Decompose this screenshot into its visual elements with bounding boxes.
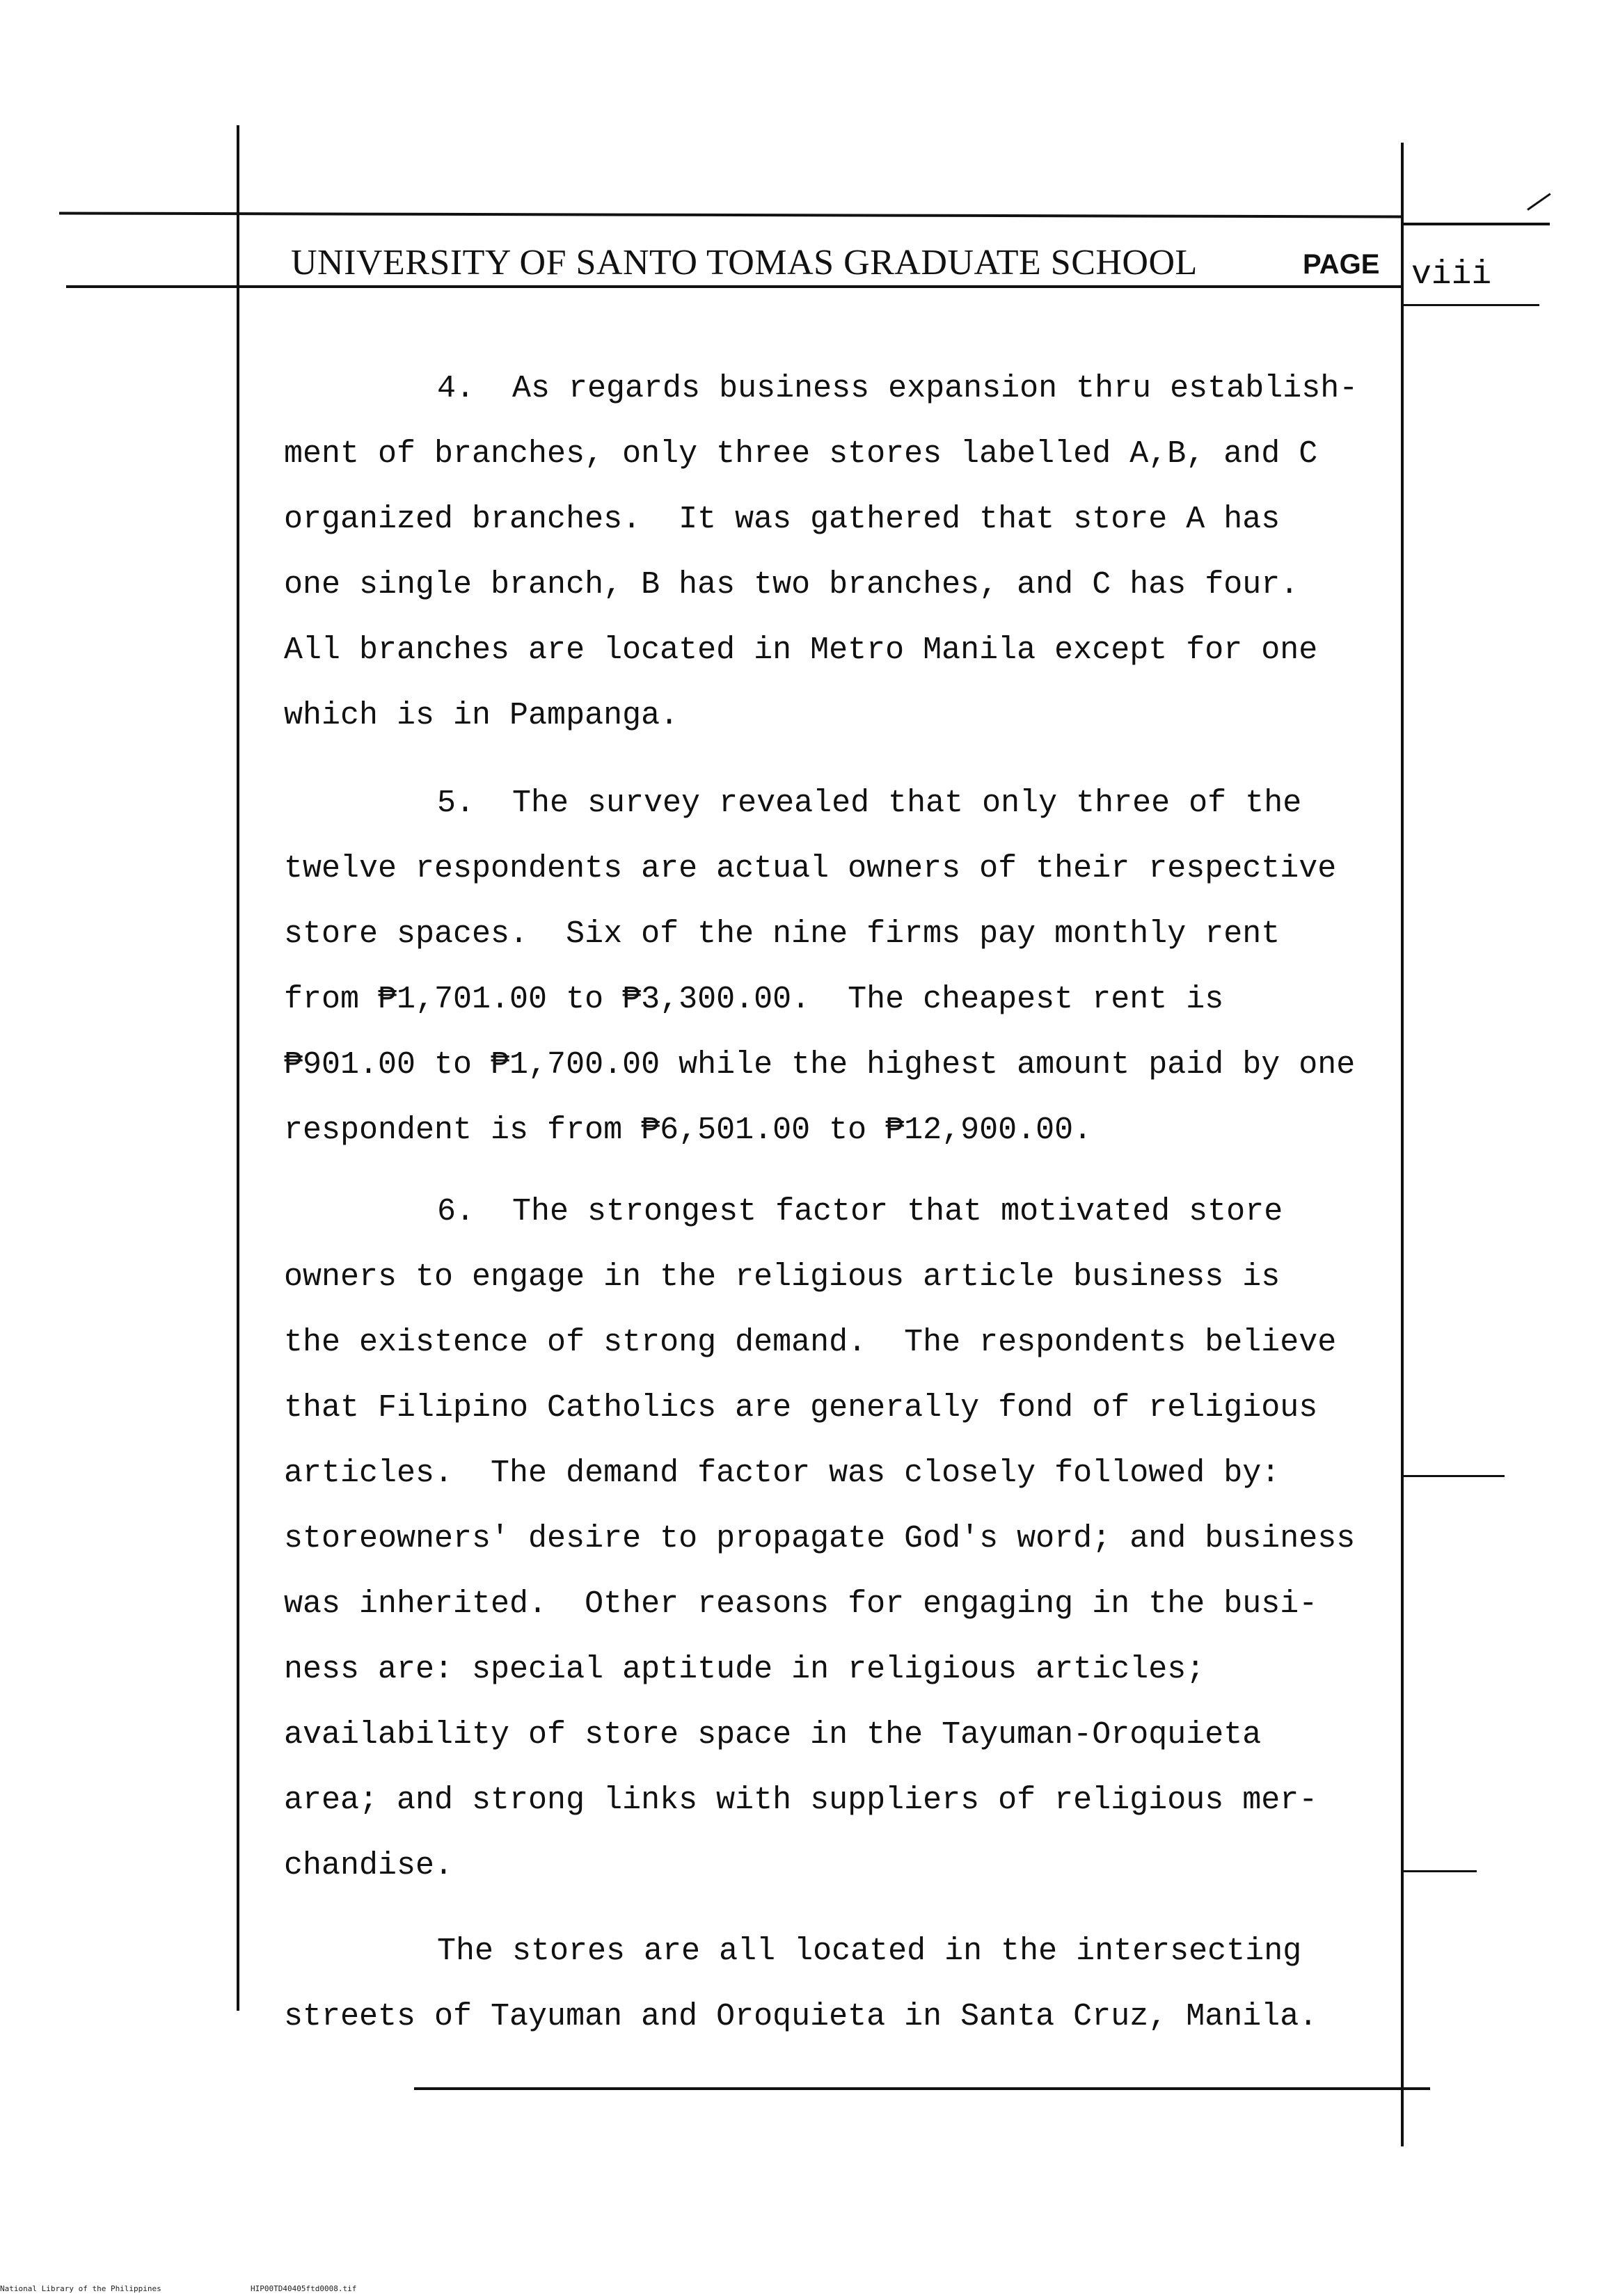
- margin-tick-mark: [1404, 1475, 1505, 1477]
- text-line: streets of Tayuman and Oroquieta in Santa Cruz, Manila.: [284, 1999, 1318, 2034]
- text-line: ment of branches, only three stores labelled A,B, and C: [284, 436, 1318, 472]
- text-line: area; and strong links with suppliers of religious mer-: [284, 1783, 1318, 1818]
- header-bottom-rule-right: [1404, 304, 1539, 306]
- page-number: viii: [1411, 256, 1492, 294]
- text-line: the existence of strong demand. The respondents believe: [284, 1325, 1337, 1360]
- page-label: PAGE: [1303, 249, 1380, 280]
- header-top-rule-tick: [1527, 193, 1550, 210]
- text-line: was inherited. Other reasons for engaging in the busi-: [284, 1586, 1318, 1622]
- header-top-rule-right: [1404, 223, 1550, 225]
- text-line: 6. The strongest factor that motivated store: [437, 1194, 1283, 1229]
- text-line: chandise.: [284, 1848, 454, 1883]
- scan-credit: National Library of the Philippines: [0, 2284, 161, 2293]
- text-line: storeowners' desire to propagate God's word; and business: [284, 1521, 1356, 1556]
- text-line: owners to engage in the religious article business is: [284, 1259, 1280, 1295]
- paragraph-6: [284, 1179, 1397, 1899]
- text-line: organized branches. It was gathered that store A has: [284, 502, 1280, 537]
- text-line: store spaces. Six of the nine firms pay monthly rent: [284, 916, 1280, 952]
- text-line: ness are: special aptitude in religious articles;: [284, 1652, 1205, 1687]
- text-line: respondent is from ₱6,501.00 to ₱12,900.00.: [284, 1113, 1093, 1148]
- text-line: 5. The survey revealed that only three of the: [437, 786, 1302, 821]
- header-top-rule: [59, 212, 1402, 218]
- text-line: one single branch, B has two branches, and C has four.: [284, 567, 1299, 603]
- text-line: from ₱1,701.00 to ₱3,300.00. The cheapest rent is: [284, 982, 1224, 1017]
- text-line: articles. The demand factor was closely followed by:: [284, 1456, 1280, 1491]
- text-line: 4. As regards business expansion thru establish-: [437, 371, 1358, 406]
- margin-tick-mark: [1404, 1870, 1477, 1872]
- text-line: availability of store space in the Tayuman-Oroquieta: [284, 1717, 1262, 1753]
- text-line: that Filipino Catholics are generally fond of religious: [284, 1390, 1318, 1426]
- footer-rule: [414, 2087, 1430, 2090]
- text-line: The stores are all located in the intersecting: [437, 1934, 1302, 1969]
- paragraph-5: [284, 771, 1397, 1163]
- text-line: twelve respondents are actual owners of their respective: [284, 851, 1337, 886]
- text-line: which is in Pampanga.: [284, 698, 679, 733]
- page-title: UNIVERSITY OF SANTO TOMAS GRADUATE SCHOOL: [291, 243, 1198, 282]
- text-line: All branches are located in Metro Manila except for one: [284, 632, 1318, 668]
- right-margin-line: [1401, 143, 1404, 2146]
- scan-filename: HIP00TD40405ftd0008.tif: [251, 2284, 357, 2293]
- header-bottom-rule: [66, 285, 1402, 288]
- paragraph-location: [284, 1919, 1397, 2050]
- paragraph-4: [284, 356, 1397, 749]
- text-line: ₱901.00 to ₱1,700.00 while the highest amount paid by one: [284, 1047, 1356, 1083]
- left-margin-line: [237, 125, 239, 2011]
